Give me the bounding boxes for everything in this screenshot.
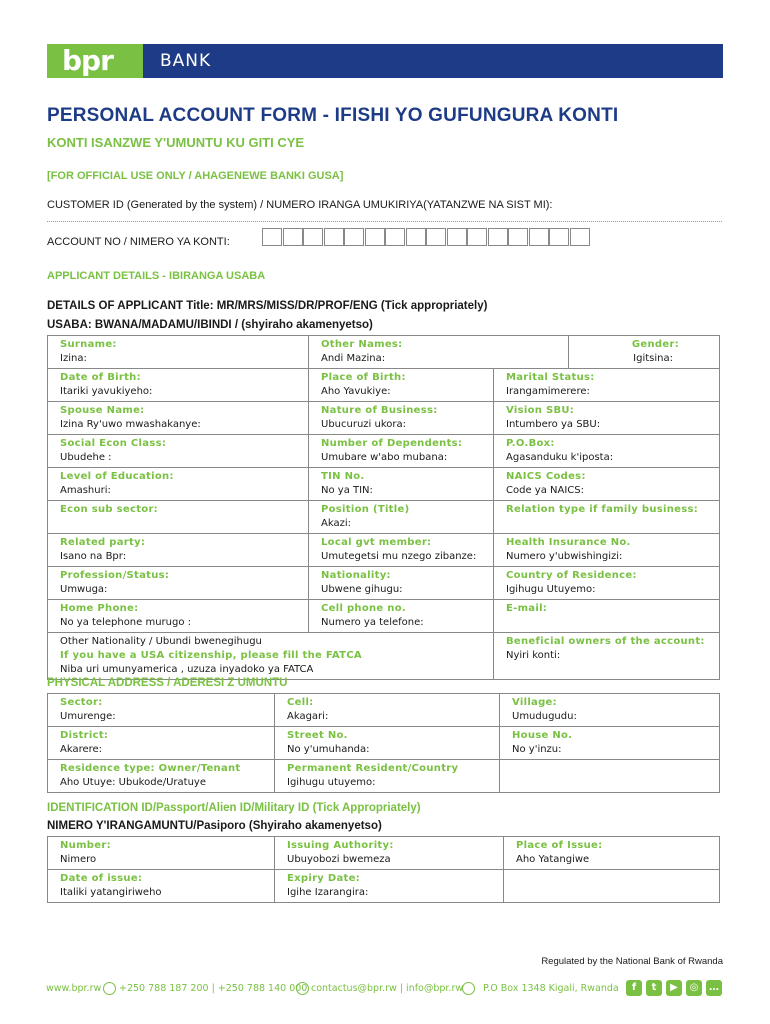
cell-phone-field[interactable]: Cell phone no. Numero ya telefone: (309, 600, 494, 633)
account-no-label: ACCOUNT NO / NIMERO YA KONTI: (47, 236, 230, 248)
footer-phones: +250 788 187 200 | +250 788 140 000 (119, 983, 308, 994)
account-digit-box[interactable] (426, 228, 446, 246)
social-econ-class-field[interactable]: Social Econ Class: Ubudehe : (48, 435, 309, 468)
nationality-field[interactable]: Nationality: Ubwene gihugu: (309, 567, 494, 600)
regulator-note: Regulated by the National Bank of Rwanda (541, 956, 723, 967)
account-digit-box[interactable] (529, 228, 549, 246)
account-digit-box[interactable] (447, 228, 467, 246)
position-field[interactable]: Position (Title) Akazi: (309, 501, 494, 534)
title-selection-line: DETAILS OF APPLICANT Title: MR/MRS/MISS/DR/PROF/ENG (Tick appropriately) (47, 300, 488, 312)
account-digit-box[interactable] (324, 228, 344, 246)
account-digit-box[interactable] (549, 228, 569, 246)
account-digit-box[interactable] (283, 228, 303, 246)
facebook-icon[interactable]: f (626, 980, 642, 996)
title-selection-line-rw: USABA: BWANA/MADAMU/IBINDI / (shyiraho akamenyetso) (47, 319, 373, 331)
nature-of-business-field[interactable]: Nature of Business: Ubucuruzi ukora: (309, 402, 494, 435)
form-title: PERSONAL ACCOUNT FORM - IFISHI YO GUFUNGURA KONTI (47, 105, 619, 126)
instagram-icon[interactable]: ◎ (686, 980, 702, 996)
empty-cell (500, 760, 720, 793)
dob-field[interactable]: Date of Birth: Itariki yavukiyeho: (48, 369, 309, 402)
id-number-field[interactable]: Number: Nimero (48, 837, 275, 870)
applicant-details-table (47, 335, 720, 680)
naics-field[interactable]: NAICS Codes: Code ya NAICS: (494, 468, 720, 501)
other-names-field[interactable]: Other Names: Andi Mazina: Gender: Igitsina: (309, 336, 720, 369)
customer-id-label: CUSTOMER ID (Generated by the system) / NUMERO IRANGA UMUKIRIYA(YATANZWE NA SIST MI): (47, 199, 553, 211)
cell-field[interactable]: Cell: Akagari: (275, 694, 500, 727)
footer-website[interactable]: www.bpr.rw (46, 983, 102, 994)
account-digit-box[interactable] (385, 228, 405, 246)
street-field[interactable]: Street No. No y'umuhanda: (275, 727, 500, 760)
pob-field[interactable]: Place of Birth: Aho Yavukiye: (309, 369, 494, 402)
house-field[interactable]: House No. No y'inzu: (500, 727, 720, 760)
country-of-residence-field[interactable]: Country of Residence: Igihugu Utuyemo: (494, 567, 720, 600)
beneficial-owners-field[interactable]: Beneficial owners of the account: Nyiri konti: (494, 633, 720, 680)
account-digit-box[interactable] (508, 228, 528, 246)
applicant-details-header: APPLICANT DETAILS - IBIRANGA USABA (47, 270, 266, 282)
account-digit-box[interactable] (467, 228, 487, 246)
date-of-issue-field[interactable]: Date of issue: Italiki yatangiriweho (48, 870, 275, 903)
empty-cell (504, 870, 720, 903)
form-subtitle: KONTI ISANZWE Y'UMUNTU KU GITI CYE (47, 135, 305, 150)
account-digit-box[interactable] (344, 228, 364, 246)
place-of-issue-field[interactable]: Place of Issue: Aho Yatangiwe (504, 837, 720, 870)
village-field[interactable]: Village: Umudugudu: (500, 694, 720, 727)
header-bar (143, 44, 723, 78)
identification-table (47, 836, 720, 903)
chat-icon[interactable]: … (706, 980, 722, 996)
physical-address-header: PHYSICAL ADDRESS / ADERESI Z UMUNTU (47, 677, 288, 689)
email-field[interactable]: E-mail: (494, 600, 720, 633)
econ-sub-sector-field[interactable]: Econ sub sector: (48, 501, 309, 534)
account-digit-box[interactable] (262, 228, 282, 246)
gender-field[interactable]: Gender: Igitsina: (568, 336, 719, 368)
bank-label: BANK (160, 51, 212, 71)
official-use-label: [FOR OFFICIAL USE ONLY / AHAGENEWE BANKI GUSA] (47, 170, 344, 182)
marital-status-field[interactable]: Marital Status: Irangamimerere: (494, 369, 720, 402)
education-field[interactable]: Level of Education: Amashuri: (48, 468, 309, 501)
bpr-logo: bpr (62, 44, 113, 77)
email-icon (296, 982, 309, 995)
expiry-date-field[interactable]: Expiry Date: Igihe Izarangira: (275, 870, 504, 903)
issuing-authority-field[interactable]: Issuing Authority: Ubuyobozi bwemeza (275, 837, 504, 870)
youtube-icon[interactable]: ▶ (666, 980, 682, 996)
health-insurance-field[interactable]: Health Insurance No. Numero y'ubwishingizi: (494, 534, 720, 567)
residence-type-field[interactable]: Residence type: Owner/Tenant Aho Utuye: Ubukode/Uratuye (48, 760, 275, 793)
twitter-icon[interactable]: t (646, 980, 662, 996)
other-nationality-field[interactable]: Other Nationality / Ubundi bwenegihugu If you have a USA citizenship, please fill the FATCA Niba uri umunyamerica , uzuza inyadoko ya FATCA (48, 633, 494, 680)
footer-emails[interactable]: contactus@bpr.rw | info@bpr.rw (311, 983, 464, 994)
identification-header: IDENTIFICATION ID/Passport/Alien ID/Military ID (Tick Appropriately) (47, 802, 421, 814)
footer-pobox: P.O Box 1348 Kigali, Rwanda (483, 983, 619, 994)
pobox-field[interactable]: P.O.Box: Agasanduku k'iposta: (494, 435, 720, 468)
mail-icon (462, 982, 475, 995)
physical-address-table (47, 693, 720, 793)
account-digit-box[interactable] (406, 228, 426, 246)
vision-sbu-field[interactable]: Vision SBU: Intumbero ya SBU: (494, 402, 720, 435)
account-digit-box[interactable] (365, 228, 385, 246)
local-gvt-field[interactable]: Local gvt member: Umutegetsi mu nzego zibanze: (309, 534, 494, 567)
phone-icon (103, 982, 116, 995)
profession-field[interactable]: Profession/Status: Umwuga: (48, 567, 309, 600)
customer-id-line[interactable] (47, 221, 722, 222)
dependents-field[interactable]: Number of Dependents: Umubare w'abo mubana: (309, 435, 494, 468)
district-field[interactable]: District: Akarere: (48, 727, 275, 760)
spouse-name-field[interactable]: Spouse Name: Izina Ry'uwo mwashakanye: (48, 402, 309, 435)
account-digit-box[interactable] (488, 228, 508, 246)
related-party-field[interactable]: Related party: Isano na Bpr: (48, 534, 309, 567)
surname-field[interactable]: Surname: Izina: (48, 336, 309, 369)
relation-type-field[interactable]: Relation type if family business: (494, 501, 720, 534)
identification-header-rw: NIMERO Y'IRANGAMUNTU/Pasiporo (Shyiraho akamenyetso) (47, 820, 382, 832)
sector-field[interactable]: Sector: Umurenge: (48, 694, 275, 727)
tin-field[interactable]: TIN No. No ya TIN: (309, 468, 494, 501)
account-digit-box[interactable] (303, 228, 323, 246)
home-phone-field[interactable]: Home Phone: No ya telephone murugo : (48, 600, 309, 633)
permanent-resident-field[interactable]: Permanent Resident/Country Igihugu utuyemo: (275, 760, 500, 793)
account-digit-box[interactable] (570, 228, 590, 246)
